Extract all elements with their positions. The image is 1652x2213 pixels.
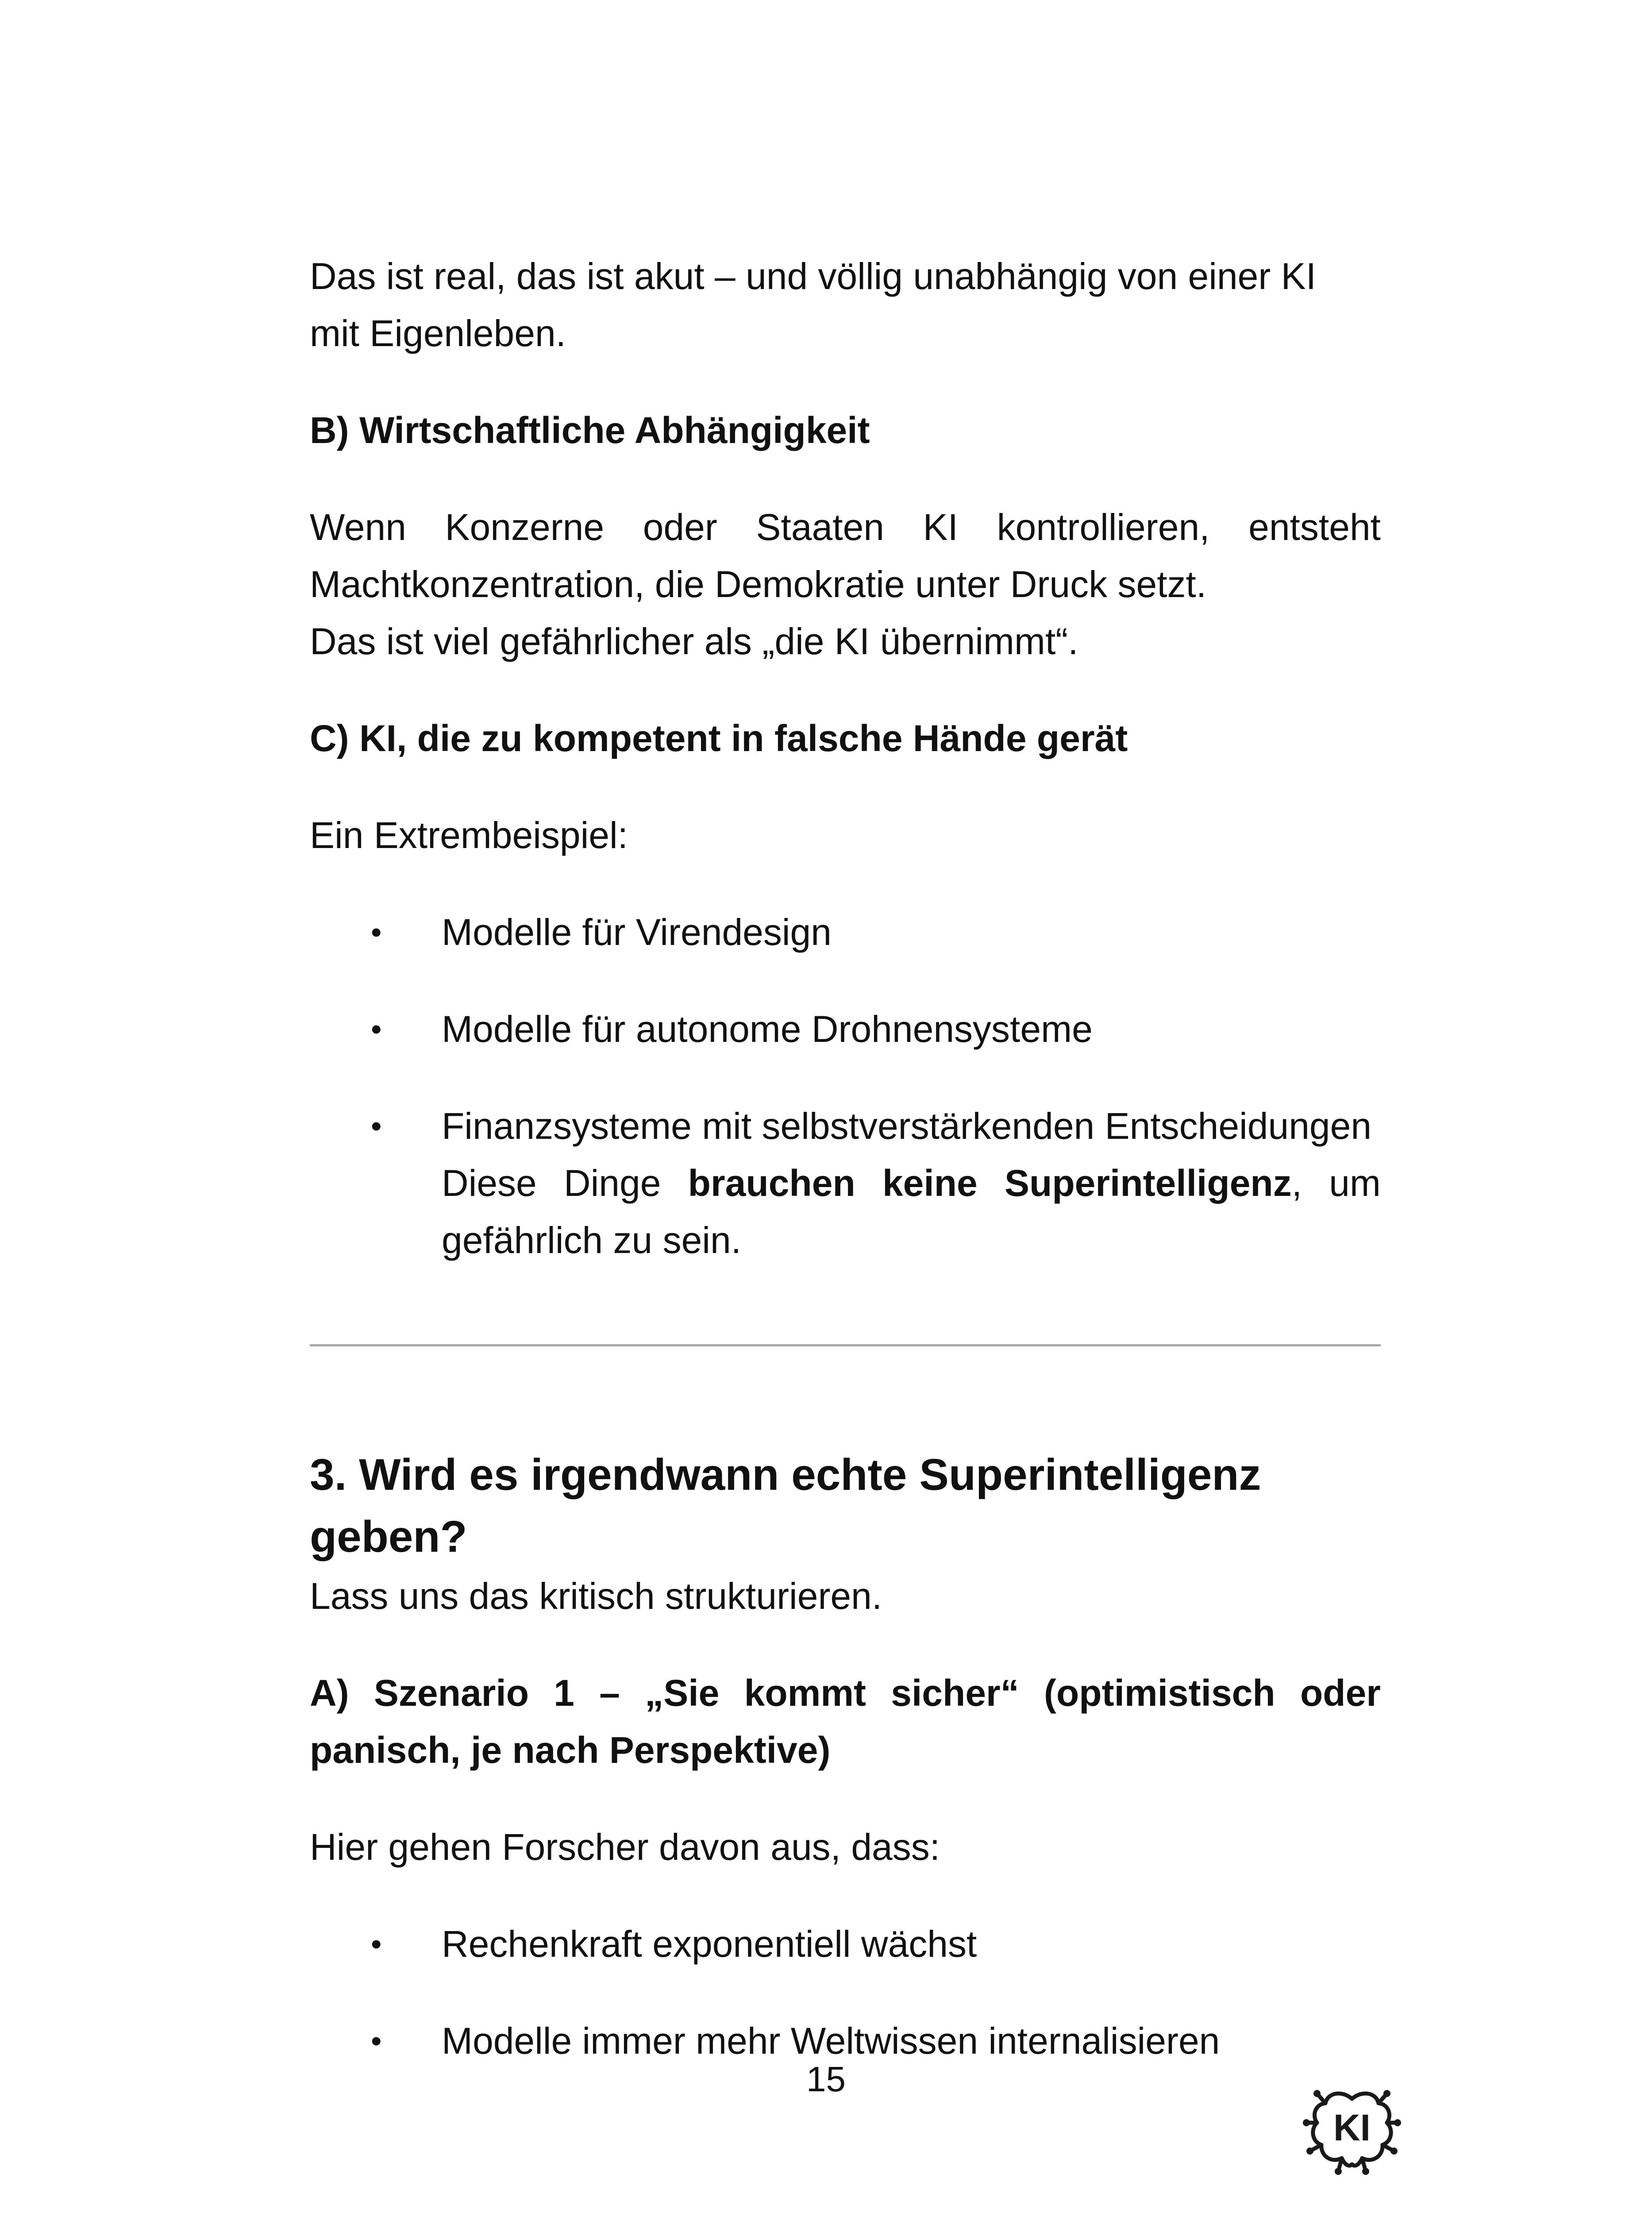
bullet-icon	[371, 1098, 382, 1155]
paragraph-researchers-assume: Hier gehen Forscher davon aus, dass:	[310, 1826, 940, 1868]
bullet-icon	[371, 1916, 382, 1973]
section-3-intro: Lass uns das kritisch strukturieren.	[310, 1575, 882, 1617]
list-item	[310, 1001, 1381, 1058]
heading-scenario-1: A) Szenario 1 – „Sie kommt sicher“ (optimistisch oder panisch, je nach Perspektive)	[310, 1672, 1381, 1771]
continuation-text-before: Diese Dinge	[442, 1162, 688, 1204]
list-item	[310, 904, 1381, 961]
section-3-title: 3. Wird es irgendwann echte Superintelligenz geben?	[310, 1450, 1261, 1561]
paragraph-line: Das ist viel gefährlicher als „die KI übernimmt“.	[310, 621, 1078, 662]
list-item-text: Modelle für autonome Drohnensysteme	[442, 1008, 1093, 1050]
continuation-text-after: , um gefährlich zu sein.	[442, 1162, 1381, 1261]
heading-economic-dependency: B) Wirtschaftliche Abhängigkeit	[310, 409, 870, 451]
paragraph-line: Machtkonzentration, die Demokratie unter Druck setzt.	[310, 563, 1207, 605]
list-item	[310, 1916, 1381, 1973]
list-item-text: Finanzsysteme mit selbstverstärkenden Entscheidungen	[442, 1105, 1372, 1147]
section-divider	[310, 1344, 1381, 1346]
list-item	[310, 1098, 1381, 1269]
list-item-continuation	[442, 1155, 1381, 1269]
ki-brain-logo-icon	[1301, 2080, 1403, 2182]
bullet-icon	[371, 1001, 382, 1058]
list-item-text: Modelle immer mehr Weltwissen internalisieren	[442, 2020, 1220, 2062]
emphasis-no-superintelligence: brauchen keine Superintelligenz	[688, 1162, 1292, 1204]
page-number: 15	[806, 2059, 846, 2099]
paragraph-real-acute: Das ist real, das ist akut – und völlig unabhängig von einer KI mit Eigenleben.	[310, 255, 1317, 354]
bullet-icon	[371, 904, 382, 961]
paragraph-power-concentration	[310, 499, 1381, 670]
list-item-text: Modelle für Virendesign	[442, 911, 832, 953]
list-item-text: Rechenkraft exponentiell wächst	[442, 1923, 977, 1965]
bullet-list-dangers	[310, 904, 1381, 1269]
logo-text: KI	[1333, 2107, 1371, 2148]
paragraph-extreme-example: Ein Extrembeispiel:	[310, 814, 628, 856]
page-content	[310, 248, 1381, 2070]
heading-wrong-hands: C) KI, die zu kompetent in falsche Hände gerät	[310, 717, 1128, 759]
paragraph-line: Wenn Konzerne oder Staaten KI kontrollieren, entsteht	[310, 506, 1381, 548]
bullet-list-assumptions	[310, 1916, 1381, 2070]
